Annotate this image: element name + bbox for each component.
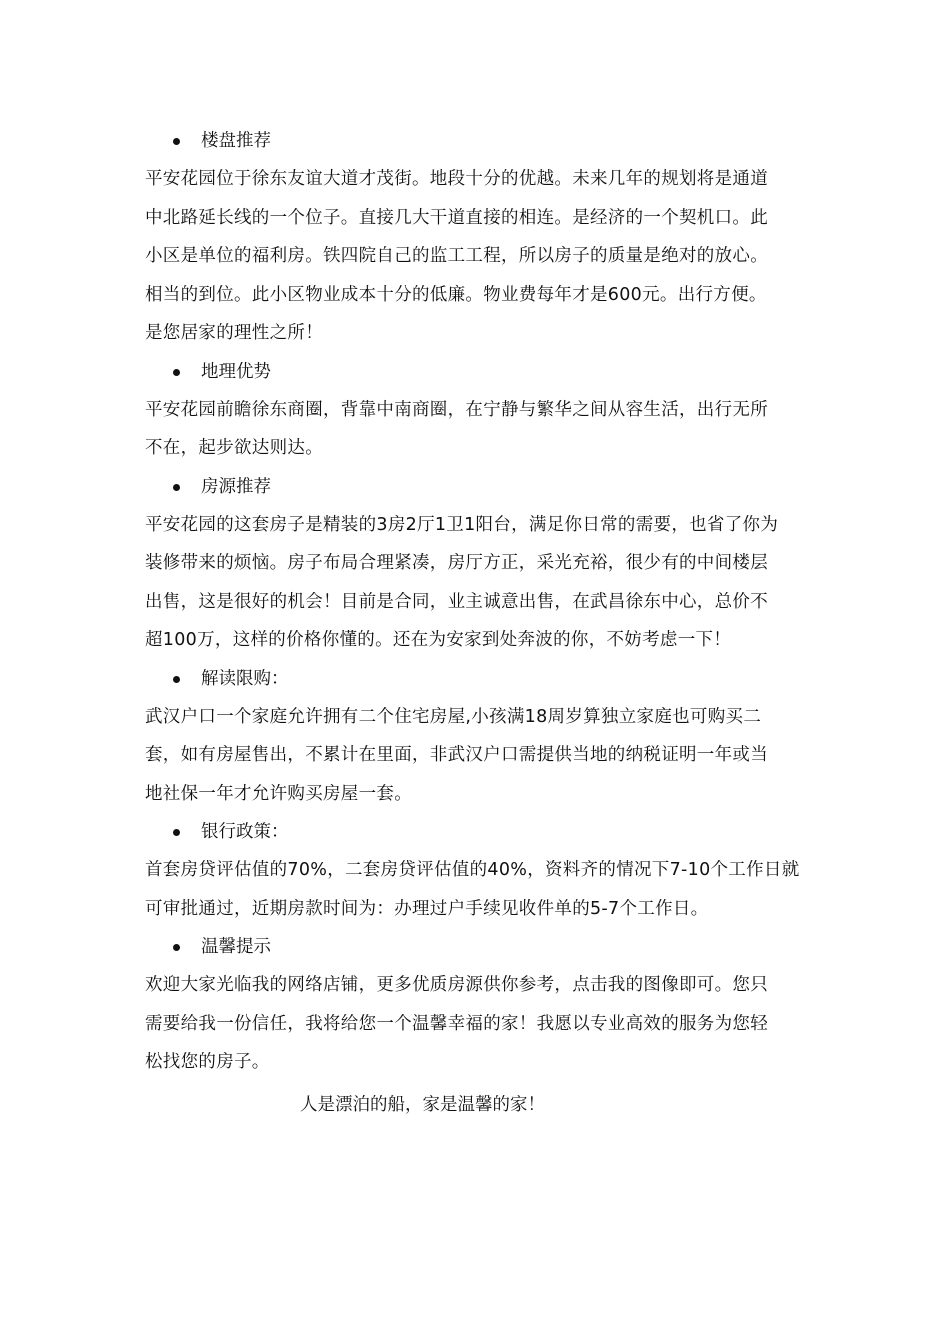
paragraph-line: 出售，这是很好的机会！目前是合同，业主诚意出售，在武昌徐东中心，总价不 bbox=[145, 591, 768, 612]
paragraph-line: 首套房贷评估值的70%，二套房贷评估值的40%，资料齐的情况下7-10个工作日就 bbox=[145, 860, 800, 880]
bullet-icon bbox=[173, 676, 180, 683]
paragraph-line: 平安花园位于徐东友谊大道才茂街。地段十分的优越。未来几年的规划将是通道 bbox=[145, 169, 768, 189]
paragraph-line: 不在，起步欲达则达。 bbox=[145, 438, 323, 458]
paragraph-line: 平安花园的这套房子是精装的3房2厅1卫1阳台，满足你日常的需要，也省了你为 bbox=[145, 514, 779, 535]
bullet-icon bbox=[173, 138, 180, 145]
paragraph-line: 装修带来的烦恼。房子布局合理紧凑，房厅方正，采光充裕，很少有的中间楼层 bbox=[145, 553, 768, 573]
paragraph-line: 可审批通过，近期房款时间为：办理过户手续见收件单的5-7个工作日。 bbox=[145, 898, 709, 919]
paragraph-location-advantage bbox=[145, 391, 815, 468]
heading-text: 楼盘推荐 bbox=[201, 131, 271, 151]
section-heading-property-recommendation bbox=[145, 122, 815, 160]
paragraph-line: 需要给我一份信任，我将给您一个温馨幸福的家！我愿以专业高效的服务为您轻 bbox=[145, 1013, 768, 1034]
section-heading-listing-recommendation bbox=[145, 468, 815, 506]
closing-slogan: 人是漂泊的船，家是温馨的家！ bbox=[300, 1094, 545, 1115]
paragraph-line: 是您居家的理性之所！ bbox=[145, 323, 323, 343]
paragraph-line: 平安花园前瞻徐东商圈，背靠中南商圈，在宁静与繁华之间从容生活，出行无所 bbox=[145, 399, 768, 420]
bullet-icon bbox=[173, 944, 180, 951]
heading-text: 解读限购： bbox=[201, 668, 289, 689]
paragraph-line: 超100万，这样的价格你懂的。还在为安家到处奔波的你，不妨考虑一下！ bbox=[145, 630, 732, 650]
paragraph-line: 欢迎大家光临我的网络店铺，更多优质房源供你参考，点击我的图像即可。您只 bbox=[145, 975, 768, 995]
section-heading-location-advantage bbox=[145, 353, 815, 391]
paragraph-line: 中北路延长线的一个位子。直接几大干道直接的相连。是经济的一个契机口。此 bbox=[145, 207, 768, 228]
paragraph-line: 套，如有房屋售出，不累计在里面，非武汉户口需提供当地的纳税证明一年或当 bbox=[145, 745, 768, 765]
heading-text: 温馨提示 bbox=[201, 937, 271, 957]
heading-text: 房源推荐 bbox=[201, 476, 271, 497]
paragraph-line: 相当的到位。此小区物业成本十分的低廉。物业费每年才是600元。出行方便。 bbox=[145, 284, 767, 305]
document-content bbox=[145, 122, 815, 1124]
paragraph-warm-tips bbox=[145, 966, 815, 1082]
section-heading-warm-tips bbox=[145, 928, 815, 966]
section-heading-bank-policy bbox=[145, 813, 815, 851]
bullet-icon bbox=[173, 829, 180, 836]
section-heading-purchase-restriction bbox=[145, 660, 815, 698]
paragraph-bank-policy bbox=[145, 851, 815, 928]
paragraph-line: 小区是单位的福利房。铁四院自己的监工工程，所以房子的质量是绝对的放心。 bbox=[145, 246, 768, 266]
paragraph-line: 松找您的房子。 bbox=[145, 1052, 270, 1072]
paragraph-line: 武汉户口一个家庭允许拥有二个住宅房屋,小孩满18周岁算独立家庭也可购买二 bbox=[145, 706, 762, 727]
bullet-icon bbox=[173, 369, 180, 376]
paragraph-purchase-restriction bbox=[145, 698, 815, 814]
paragraph-listing-recommendation bbox=[145, 506, 815, 660]
bullet-icon bbox=[173, 484, 180, 491]
paragraph-property-recommendation bbox=[145, 160, 815, 353]
heading-text: 地理优势 bbox=[201, 361, 271, 382]
heading-text: 银行政策： bbox=[201, 822, 289, 842]
paragraph-line: 地社保一年才允许购买房屋一套。 bbox=[145, 783, 412, 804]
